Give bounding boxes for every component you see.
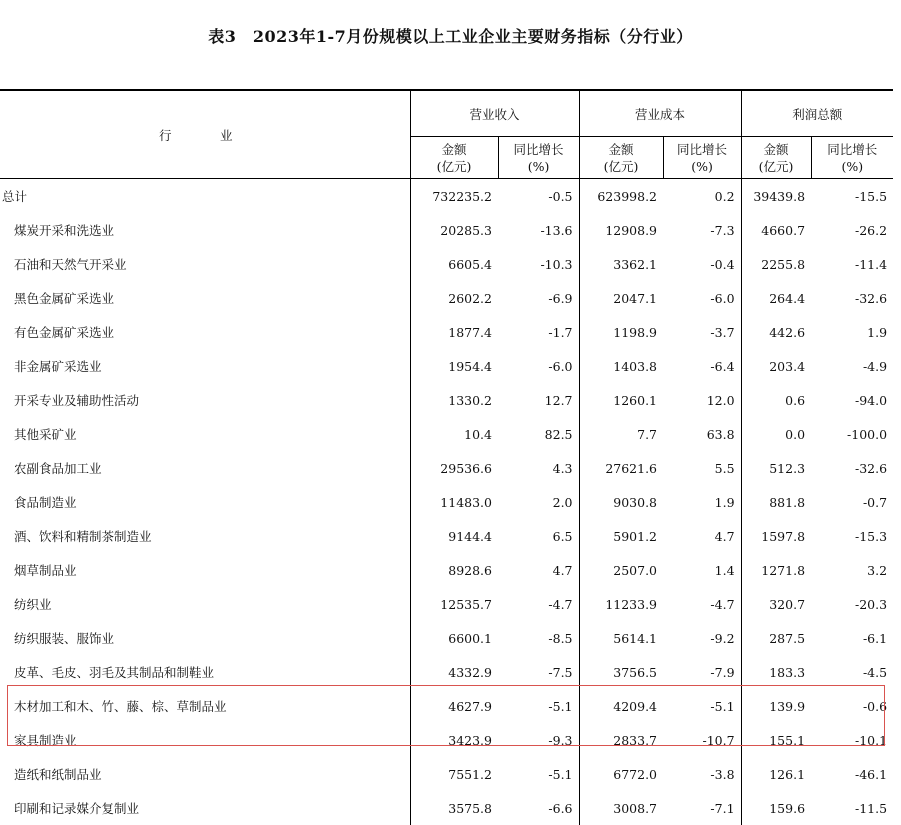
table-row	[0, 485, 893, 519]
revenue-amount-cell: 12535.7	[410, 587, 498, 621]
revenue-growth-cell: -0.5	[498, 179, 579, 214]
profit-growth-cell: -11.5	[811, 791, 893, 825]
profit-header: 利润总额	[741, 90, 893, 137]
revenue-growth-cell: -6.0	[498, 349, 579, 383]
revenue-amount-cell: 732235.2	[410, 179, 498, 214]
cost-amount-cell: 4209.4	[579, 689, 663, 723]
profit-growth-cell: -46.1	[811, 757, 893, 791]
profit-amount-cell: 39439.8	[741, 179, 811, 214]
cost-growth-cell: 1.9	[663, 485, 741, 519]
cost-amount-cell: 1260.1	[579, 383, 663, 417]
revenue-amount-cell: 8928.6	[410, 553, 498, 587]
table-row	[0, 451, 893, 485]
cost-amount-cell: 7.7	[579, 417, 663, 451]
revenue-amount-cell: 10.4	[410, 417, 498, 451]
revenue-amount-cell: 11483.0	[410, 485, 498, 519]
revenue-growth-cell: 2.0	[498, 485, 579, 519]
cost-growth-header: 同比增长 (%)	[663, 137, 741, 179]
table-row	[0, 621, 893, 655]
profit-growth-cell: -4.9	[811, 349, 893, 383]
industry-name: 食品制造业	[0, 485, 410, 519]
cost-growth-cell: -6.0	[663, 281, 741, 315]
cost-amount-cell: 3756.5	[579, 655, 663, 689]
table-row	[0, 519, 893, 553]
revenue-growth-cell: -8.5	[498, 621, 579, 655]
cost-growth-cell: -6.4	[663, 349, 741, 383]
cost-amount-header: 金额 (亿元)	[579, 137, 663, 179]
cost-growth-cell: -7.9	[663, 655, 741, 689]
cost-growth-cell: 4.7	[663, 519, 741, 553]
revenue-amount-cell: 2602.2	[410, 281, 498, 315]
profit-growth-cell: -15.3	[811, 519, 893, 553]
cost-growth-cell: -7.1	[663, 791, 741, 825]
revenue-amount-cell: 4332.9	[410, 655, 498, 689]
revenue-growth-cell: -1.7	[498, 315, 579, 349]
cost-growth-cell: -0.4	[663, 247, 741, 281]
profit-growth-cell: 3.2	[811, 553, 893, 587]
cost-growth-cell: -9.2	[663, 621, 741, 655]
industry-name: 造纸和纸制品业	[0, 757, 410, 791]
cost-amount-cell: 3008.7	[579, 791, 663, 825]
table-row	[0, 587, 893, 621]
revenue-amount-cell: 7551.2	[410, 757, 498, 791]
revenue-growth-cell: -9.3	[498, 723, 579, 757]
profit-amount-cell: 159.6	[741, 791, 811, 825]
industry-name: 农副食品加工业	[0, 451, 410, 485]
profit-amount-cell: 0.6	[741, 383, 811, 417]
cost-amount-cell: 1198.9	[579, 315, 663, 349]
industry-name: 开采专业及辅助性活动	[0, 383, 410, 417]
table-title: 表3 2023年1-7月份规模以上工业企业主要财务指标（分行业）	[0, 24, 901, 47]
profit-amount-cell: 0.0	[741, 417, 811, 451]
financial-indicators-table	[0, 89, 893, 825]
revenue-growth-cell: 12.7	[498, 383, 579, 417]
revenue-growth-cell: -10.3	[498, 247, 579, 281]
revenue-growth-cell: -5.1	[498, 689, 579, 723]
table-row	[0, 689, 893, 723]
cost-growth-cell: 12.0	[663, 383, 741, 417]
profit-amount-cell: 183.3	[741, 655, 811, 689]
profit-growth-cell: -15.5	[811, 179, 893, 214]
revenue-growth-cell: 82.5	[498, 417, 579, 451]
revenue-growth-header: 同比增长 (%)	[498, 137, 579, 179]
industry-name: 石油和天然气开采业	[0, 247, 410, 281]
cost-amount-cell: 11233.9	[579, 587, 663, 621]
revenue-amount-cell: 4627.9	[410, 689, 498, 723]
revenue-growth-cell: 4.3	[498, 451, 579, 485]
table-row	[0, 655, 893, 689]
table-row	[0, 247, 893, 281]
industry-name: 木材加工和木、竹、藤、棕、草制品业	[0, 689, 410, 723]
profit-growth-cell: -94.0	[811, 383, 893, 417]
profit-growth-cell: -26.2	[811, 213, 893, 247]
table-row	[0, 553, 893, 587]
industry-name: 煤炭开采和洗选业	[0, 213, 410, 247]
industry-name: 黑色金属矿采选业	[0, 281, 410, 315]
profit-amount-header: 金额 (亿元)	[741, 137, 811, 179]
revenue-amount-header: 金额 (亿元)	[410, 137, 498, 179]
table-row	[0, 315, 893, 349]
cost-growth-cell: 1.4	[663, 553, 741, 587]
profit-growth-cell: -6.1	[811, 621, 893, 655]
profit-growth-cell: -10.1	[811, 723, 893, 757]
profit-growth-cell: -4.5	[811, 655, 893, 689]
profit-growth-cell: -11.4	[811, 247, 893, 281]
table-row	[0, 349, 893, 383]
revenue-amount-cell: 1954.4	[410, 349, 498, 383]
profit-amount-cell: 2255.8	[741, 247, 811, 281]
revenue-amount-cell: 29536.6	[410, 451, 498, 485]
industry-name: 总计	[0, 179, 410, 214]
industry-name: 皮革、毛皮、羽毛及其制品和制鞋业	[0, 655, 410, 689]
cost-amount-cell: 5901.2	[579, 519, 663, 553]
industry-name: 印刷和记录媒介复制业	[0, 791, 410, 825]
table-body	[0, 179, 893, 825]
industry-name: 家具制造业	[0, 723, 410, 757]
table-row	[0, 723, 893, 757]
table-row	[0, 179, 893, 214]
profit-amount-cell: 4660.7	[741, 213, 811, 247]
cost-amount-cell: 3362.1	[579, 247, 663, 281]
table-row	[0, 281, 893, 315]
cost-amount-cell: 1403.8	[579, 349, 663, 383]
revenue-amount-cell: 6605.4	[410, 247, 498, 281]
industry-name: 纺织服装、服饰业	[0, 621, 410, 655]
profit-amount-cell: 320.7	[741, 587, 811, 621]
profit-amount-cell: 512.3	[741, 451, 811, 485]
profit-amount-cell: 287.5	[741, 621, 811, 655]
cost-growth-cell: 63.8	[663, 417, 741, 451]
profit-amount-cell: 126.1	[741, 757, 811, 791]
profit-amount-cell: 139.9	[741, 689, 811, 723]
profit-growth-cell: -0.7	[811, 485, 893, 519]
industry-name: 酒、饮料和精制茶制造业	[0, 519, 410, 553]
table-row	[0, 417, 893, 451]
industry-name: 有色金属矿采选业	[0, 315, 410, 349]
revenue-growth-cell: -6.9	[498, 281, 579, 315]
industry-name: 其他采矿业	[0, 417, 410, 451]
revenue-amount-cell: 3423.9	[410, 723, 498, 757]
revenue-amount-cell: 1877.4	[410, 315, 498, 349]
profit-amount-cell: 203.4	[741, 349, 811, 383]
cost-amount-cell: 12908.9	[579, 213, 663, 247]
industry-name: 非金属矿采选业	[0, 349, 410, 383]
revenue-growth-cell: -7.5	[498, 655, 579, 689]
cost-growth-cell: -3.7	[663, 315, 741, 349]
profit-amount-cell: 264.4	[741, 281, 811, 315]
industry-name: 烟草制品业	[0, 553, 410, 587]
profit-growth-cell: -32.6	[811, 281, 893, 315]
profit-amount-cell: 881.8	[741, 485, 811, 519]
revenue-amount-cell: 6600.1	[410, 621, 498, 655]
profit-amount-cell: 1271.8	[741, 553, 811, 587]
table-row	[0, 757, 893, 791]
cost-growth-cell: -4.7	[663, 587, 741, 621]
cost-growth-cell: 0.2	[663, 179, 741, 214]
table-row	[0, 791, 893, 825]
table-row	[0, 213, 893, 247]
cost-growth-cell: -3.8	[663, 757, 741, 791]
industry-name: 纺织业	[0, 587, 410, 621]
cost-amount-cell: 6772.0	[579, 757, 663, 791]
revenue-growth-cell: -13.6	[498, 213, 579, 247]
revenue-amount-cell: 1330.2	[410, 383, 498, 417]
cost-amount-cell: 623998.2	[579, 179, 663, 214]
revenue-growth-cell: -6.6	[498, 791, 579, 825]
profit-growth-cell: -0.6	[811, 689, 893, 723]
cost-growth-cell: -7.3	[663, 213, 741, 247]
profit-growth-cell: -20.3	[811, 587, 893, 621]
profit-growth-cell: -32.6	[811, 451, 893, 485]
profit-amount-cell: 442.6	[741, 315, 811, 349]
cost-amount-cell: 2507.0	[579, 553, 663, 587]
industry-header: 行 业	[0, 90, 410, 179]
revenue-growth-cell: -5.1	[498, 757, 579, 791]
cost-amount-cell: 2833.7	[579, 723, 663, 757]
profit-growth-header: 同比增长 (%)	[811, 137, 893, 179]
cost-amount-cell: 9030.8	[579, 485, 663, 519]
revenue-amount-cell: 9144.4	[410, 519, 498, 553]
cost-growth-cell: -10.7	[663, 723, 741, 757]
profit-growth-cell: -100.0	[811, 417, 893, 451]
revenue-growth-cell: 4.7	[498, 553, 579, 587]
revenue-growth-cell: 6.5	[498, 519, 579, 553]
cost-growth-cell: 5.5	[663, 451, 741, 485]
revenue-amount-cell: 3575.8	[410, 791, 498, 825]
revenue-amount-cell: 20285.3	[410, 213, 498, 247]
cost-amount-cell: 27621.6	[579, 451, 663, 485]
cost-header: 营业成本	[579, 90, 741, 137]
profit-amount-cell: 155.1	[741, 723, 811, 757]
cost-amount-cell: 5614.1	[579, 621, 663, 655]
profit-amount-cell: 1597.8	[741, 519, 811, 553]
revenue-growth-cell: -4.7	[498, 587, 579, 621]
revenue-header: 营业收入	[410, 90, 579, 137]
profit-growth-cell: 1.9	[811, 315, 893, 349]
cost-growth-cell: -5.1	[663, 689, 741, 723]
table-row	[0, 383, 893, 417]
cost-amount-cell: 2047.1	[579, 281, 663, 315]
